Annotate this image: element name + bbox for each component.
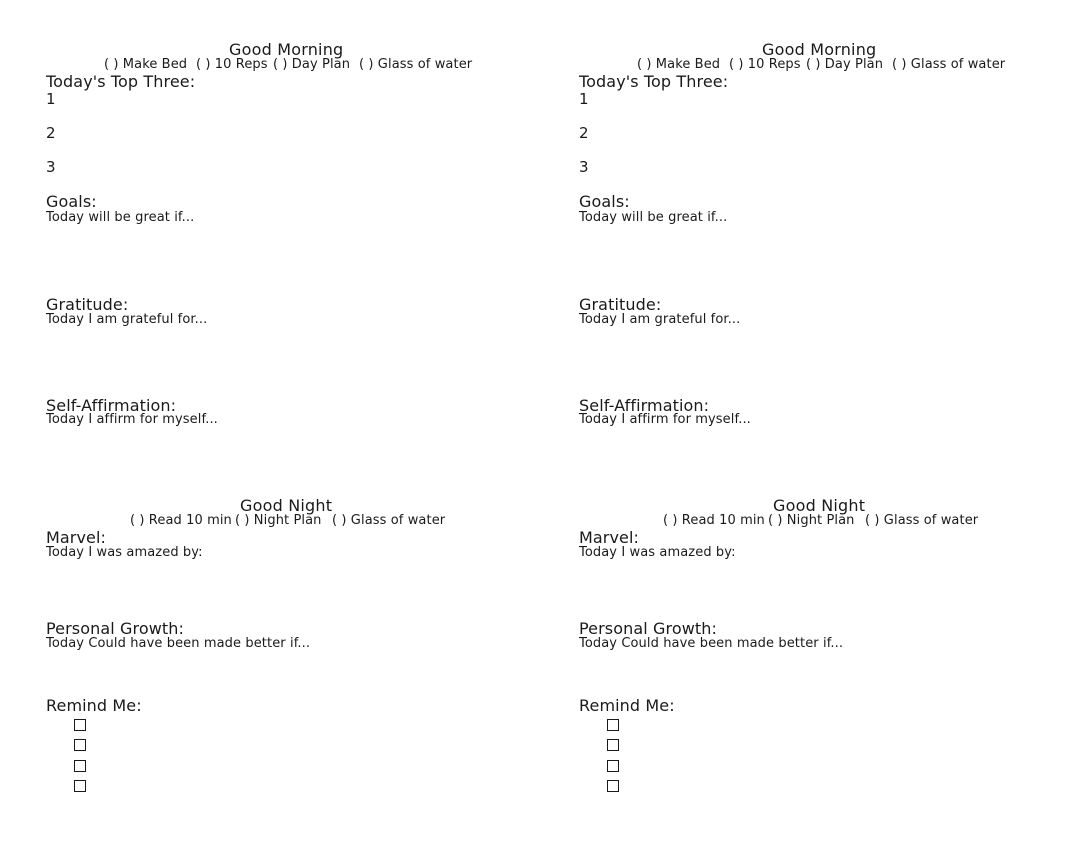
affirmation-heading: Self-Affirmation:	[579, 396, 710, 415]
top-three-item-2: 2	[579, 124, 589, 142]
morning-title: Good Morning	[229, 40, 344, 59]
remind-checkbox[interactable]	[74, 780, 86, 792]
top-three-heading: Today's Top Three:	[579, 72, 729, 91]
gratitude-prompt: Today I am grateful for...	[579, 312, 741, 327]
habit-make-bed[interactable]: ( ) Make Bed	[104, 57, 188, 72]
habit-glass-of-water-night[interactable]: ( ) Glass of water	[332, 513, 446, 528]
habit-10-reps[interactable]: ( ) 10 Reps	[729, 57, 801, 72]
marvel-prompt: Today I was amazed by:	[579, 545, 736, 560]
top-three-item-1: 1	[46, 90, 56, 108]
goals-prompt: Today will be great if...	[579, 210, 728, 225]
top-three-heading: Today's Top Three:	[46, 72, 196, 91]
night-title: Good Night	[773, 496, 866, 515]
gratitude-heading: Gratitude:	[46, 295, 129, 314]
goals-prompt: Today will be great if...	[46, 210, 195, 225]
journal-page-left	[46, 0, 546, 841]
affirmation-prompt: Today I affirm for myself...	[46, 412, 218, 427]
habit-day-plan[interactable]: ( ) Day Plan	[273, 57, 351, 72]
habit-read-10-min[interactable]: ( ) Read 10 min	[130, 513, 232, 528]
goals-heading: Goals:	[579, 192, 630, 211]
remind-heading: Remind Me:	[46, 696, 142, 715]
goals-heading: Goals:	[46, 192, 97, 211]
growth-heading: Personal Growth:	[46, 619, 185, 638]
gratitude-prompt: Today I am grateful for...	[46, 312, 208, 327]
top-three-item-3: 3	[46, 158, 56, 176]
marvel-heading: Marvel:	[579, 528, 640, 547]
remind-checkbox[interactable]	[607, 719, 619, 731]
habit-night-plan[interactable]: ( ) Night Plan	[768, 513, 855, 528]
remind-checkbox[interactable]	[74, 760, 86, 772]
affirmation-heading: Self-Affirmation:	[46, 396, 177, 415]
remind-checkbox[interactable]	[74, 739, 86, 751]
habit-glass-of-water[interactable]: ( ) Glass of water	[359, 57, 473, 72]
remind-checkbox[interactable]	[607, 739, 619, 751]
remind-checkbox[interactable]	[607, 760, 619, 772]
top-three-item-3: 3	[579, 158, 589, 176]
morning-title: Good Morning	[762, 40, 877, 59]
habit-glass-of-water-night[interactable]: ( ) Glass of water	[865, 513, 979, 528]
habit-glass-of-water[interactable]: ( ) Glass of water	[892, 57, 1006, 72]
growth-heading: Personal Growth:	[579, 619, 718, 638]
top-three-item-2: 2	[46, 124, 56, 142]
growth-prompt: Today Could have been made better if...	[579, 636, 844, 651]
remind-heading: Remind Me:	[579, 696, 675, 715]
top-three-item-1: 1	[579, 90, 589, 108]
marvel-prompt: Today I was amazed by:	[46, 545, 203, 560]
habit-read-10-min[interactable]: ( ) Read 10 min	[663, 513, 765, 528]
marvel-heading: Marvel:	[46, 528, 107, 547]
night-title: Good Night	[240, 496, 333, 515]
growth-prompt: Today Could have been made better if...	[46, 636, 311, 651]
habit-night-plan[interactable]: ( ) Night Plan	[235, 513, 322, 528]
gratitude-heading: Gratitude:	[579, 295, 662, 314]
habit-10-reps[interactable]: ( ) 10 Reps	[196, 57, 268, 72]
affirmation-prompt: Today I affirm for myself...	[579, 412, 751, 427]
habit-day-plan[interactable]: ( ) Day Plan	[806, 57, 884, 72]
journal-page-right	[579, 0, 1079, 841]
remind-checkbox[interactable]	[74, 719, 86, 731]
remind-checkbox[interactable]	[607, 780, 619, 792]
habit-make-bed[interactable]: ( ) Make Bed	[637, 57, 721, 72]
